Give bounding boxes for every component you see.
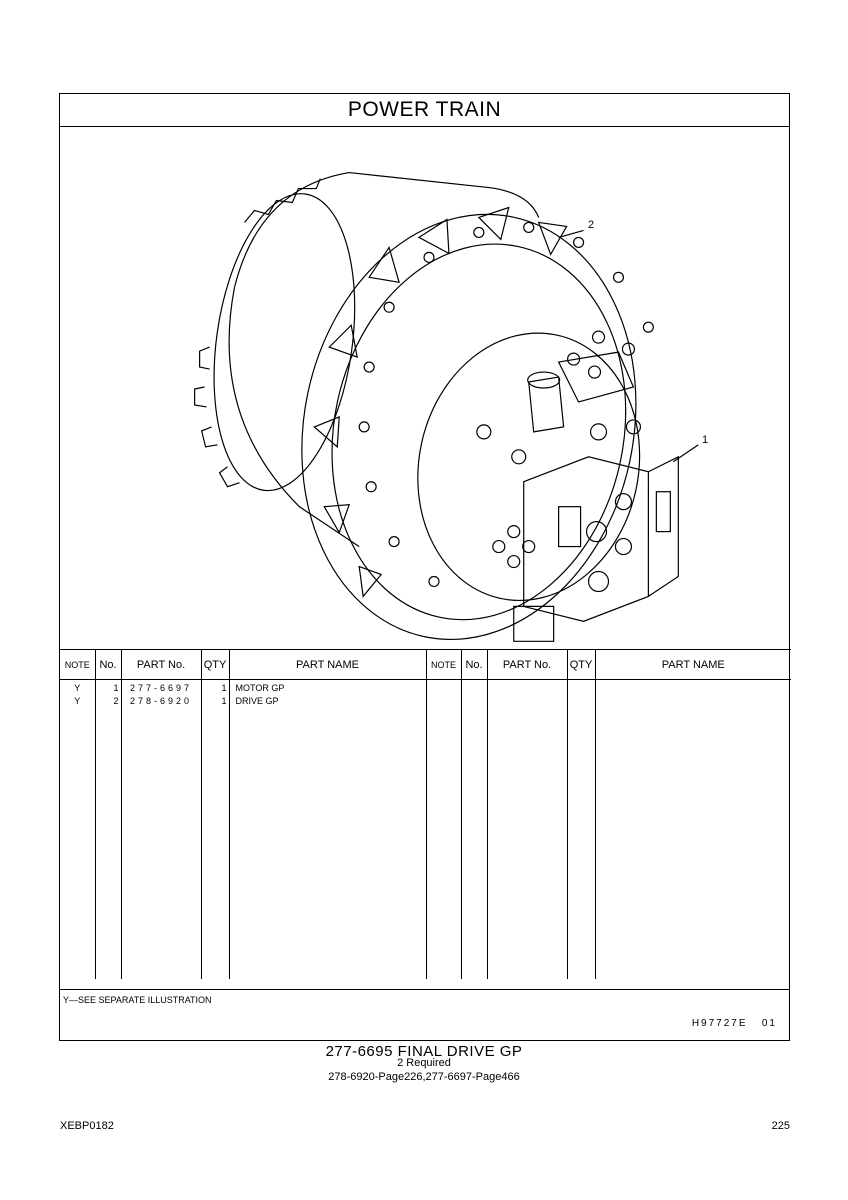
top-fitting (529, 377, 564, 432)
row-note: Y (74, 683, 81, 693)
col-no: No. (95, 650, 121, 680)
final-drive-drawing (60, 127, 789, 649)
col-note: NOTE (60, 650, 95, 680)
page-title: POWER TRAIN (60, 94, 789, 127)
drum-outline (235, 173, 539, 288)
row-part-no: 277-6697 (121, 680, 201, 697)
valve-block (524, 457, 649, 622)
final-drive-illustration (60, 127, 789, 649)
row-qty: 1 (201, 696, 229, 709)
bolt-ring (359, 222, 653, 586)
col-part-no: PART No. (121, 650, 201, 680)
table-footer (60, 989, 789, 1040)
row-no: 1 (95, 680, 121, 697)
row-qty: 1 (201, 680, 229, 697)
parts-page-frame (59, 93, 790, 1041)
callout-2: 2 (588, 219, 595, 231)
table-row (60, 680, 791, 697)
row-part-name: MOTOR GP (229, 680, 426, 697)
col-no-2: No. (461, 650, 487, 680)
sprocket-inner (298, 216, 660, 647)
table-filler-row (60, 709, 791, 979)
illustration-rev: 01 (761, 1018, 777, 1029)
valve-label-plate-2 (656, 492, 670, 532)
table-row (60, 696, 791, 709)
document-id: XEBP0182 (60, 1120, 114, 1132)
valve-block-side (648, 457, 678, 597)
see-separate-note: Y—SEE SEPARATE ILLUSTRATION (63, 995, 212, 1005)
required-qty: 2 Required (397, 1057, 451, 1069)
bottom-fitting (514, 606, 554, 641)
top-cap (559, 352, 634, 402)
row-part-name: DRIVE GP (229, 696, 426, 709)
col-part-name-2: PART NAME (595, 650, 791, 680)
illustration-id (692, 1018, 777, 1029)
page-references: 278-6920-Page226,277-6697-Page466 (328, 1071, 520, 1083)
col-part-name: PART NAME (229, 650, 426, 680)
row-no: 2 (95, 696, 121, 709)
sprocket-flange (263, 183, 674, 649)
col-qty-2: QTY (567, 650, 595, 680)
motor-cover (393, 312, 664, 621)
col-part-no-2: PART No. (487, 650, 567, 680)
table-header-row (60, 650, 791, 680)
group-title: 277-6695 FINAL DRIVE GP (325, 1043, 523, 1060)
parts-table (60, 649, 791, 979)
col-qty: QTY (201, 650, 229, 680)
row-note: Y (74, 696, 81, 706)
illustration-code: H97727E (691, 1018, 748, 1029)
row-part-no: 278-6920 (121, 696, 201, 709)
callout-1: 1 (702, 434, 709, 446)
valve-label-plate (559, 507, 581, 547)
drum-back-ring (196, 185, 372, 500)
page-number: 225 (771, 1120, 790, 1132)
leader-1 (673, 445, 698, 462)
col-note-2: NOTE (426, 650, 461, 680)
